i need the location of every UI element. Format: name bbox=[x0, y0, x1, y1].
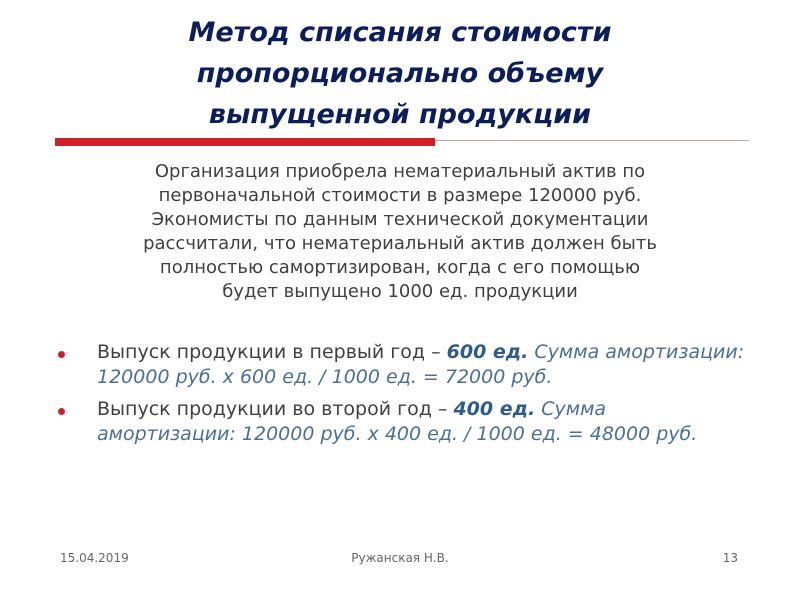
bullet-quantity: 400 ед. bbox=[453, 398, 536, 420]
bullet-dot-icon bbox=[58, 351, 65, 358]
intro-paragraph bbox=[60, 160, 740, 304]
bullet-dot-icon bbox=[58, 408, 65, 415]
bullet-item-year-1 bbox=[50, 340, 750, 390]
title-divider-thin-line bbox=[435, 140, 749, 141]
bullet-item-year-2 bbox=[50, 397, 750, 447]
intro-line: будет выпущено 1000 ед. продукции bbox=[222, 281, 578, 302]
title-divider-red-bar bbox=[55, 138, 435, 146]
intro-line: Экономисты по данным технической документации bbox=[151, 209, 649, 230]
bullet-quantity: 600 ед. bbox=[446, 341, 529, 363]
intro-line: первоначальной стоимости в размере 120000 руб. bbox=[158, 185, 642, 206]
footer-date: 15.04.2019 bbox=[60, 551, 129, 565]
slide-title bbox=[40, 12, 760, 135]
slide-title-line-3: выпущенной продукции bbox=[208, 99, 592, 130]
footer-author: Ружанская Н.В. bbox=[351, 551, 449, 565]
intro-line: полностью самортизирован, когда с его помощью bbox=[159, 257, 641, 278]
bullet-calculation: Сумма амортизации: 120000 руб. х 400 ед. / 1000 ед. = 48000 руб. bbox=[97, 398, 698, 445]
intro-line: Организация приобрела нематериальный актив по bbox=[154, 161, 646, 182]
bullet-lead-text: Выпуск продукции во второй год – bbox=[97, 398, 454, 420]
slide-title-line-1: Метод списания стоимости bbox=[188, 17, 612, 48]
bullet-lead-text: Выпуск продукции в первый год – bbox=[97, 341, 447, 363]
footer-page-number: 13 bbox=[722, 551, 738, 565]
intro-line: рассчитали, что нематериальный актив должен быть bbox=[143, 233, 657, 254]
bullet-calculation: Сумма амортизации: 120000 руб. х 600 ед. / 1000 ед. = 72000 руб. bbox=[97, 341, 745, 388]
slide-title-line-2: пропорционально объему bbox=[196, 58, 604, 89]
bullet-list bbox=[50, 340, 750, 454]
